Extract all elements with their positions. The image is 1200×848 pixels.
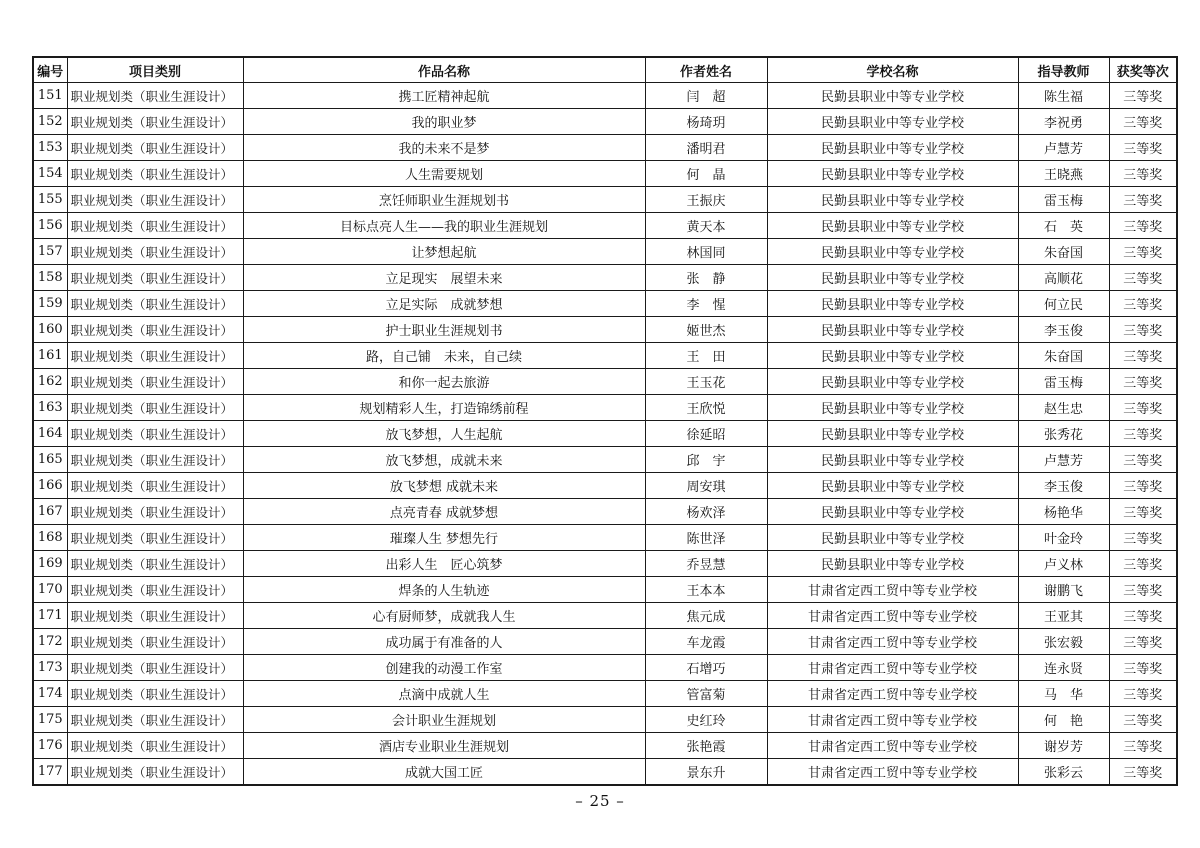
- cell-no: 151: [33, 83, 67, 109]
- cell-title: 烹饪师职业生涯规划书: [243, 187, 645, 213]
- cell-title: 规划精彩人生，打造锦绣前程: [243, 395, 645, 421]
- cell-author: 张艳霞: [645, 733, 767, 759]
- cell-category: 职业规划类（职业生涯设计）: [67, 265, 243, 291]
- cell-author: 徐延昭: [645, 421, 767, 447]
- cell-no: 164: [33, 421, 67, 447]
- cell-no: 155: [33, 187, 67, 213]
- cell-title: 让梦想起航: [243, 239, 645, 265]
- cell-school: 民勤县职业中等专业学校: [767, 239, 1018, 265]
- cell-award: 三等奖: [1109, 603, 1177, 629]
- table-row: [33, 655, 1177, 681]
- cell-award: 三等奖: [1109, 733, 1177, 759]
- cell-award: 三等奖: [1109, 395, 1177, 421]
- cell-no: 153: [33, 135, 67, 161]
- cell-title: 路，自己铺 未来，自己续: [243, 343, 645, 369]
- cell-award: 三等奖: [1109, 239, 1177, 265]
- cell-no: 162: [33, 369, 67, 395]
- cell-teacher: 赵生忠: [1018, 395, 1109, 421]
- cell-author: 黄天本: [645, 213, 767, 239]
- table-row: [33, 265, 1177, 291]
- cell-no: 159: [33, 291, 67, 317]
- table-row: [33, 343, 1177, 369]
- cell-category: 职业规划类（职业生涯设计）: [67, 343, 243, 369]
- cell-school: 民勤县职业中等专业学校: [767, 447, 1018, 473]
- cell-category: 职业规划类（职业生涯设计）: [67, 655, 243, 681]
- header-award: 获奖等次: [1109, 57, 1177, 83]
- cell-no: 173: [33, 655, 67, 681]
- table-row: [33, 759, 1177, 786]
- cell-school: 甘肃省定西工贸中等专业学校: [767, 707, 1018, 733]
- cell-no: 167: [33, 499, 67, 525]
- cell-no: 165: [33, 447, 67, 473]
- cell-title: 携工匠精神起航: [243, 83, 645, 109]
- cell-title: 我的职业梦: [243, 109, 645, 135]
- cell-school: 甘肃省定西工贸中等专业学校: [767, 681, 1018, 707]
- cell-category: 职业规划类（职业生涯设计）: [67, 109, 243, 135]
- table-row: [33, 551, 1177, 577]
- table-row: [33, 369, 1177, 395]
- table-row: [33, 577, 1177, 603]
- cell-no: 176: [33, 733, 67, 759]
- cell-no: 168: [33, 525, 67, 551]
- cell-school: 民勤县职业中等专业学校: [767, 551, 1018, 577]
- cell-teacher: 谢鹏飞: [1018, 577, 1109, 603]
- cell-no: 177: [33, 759, 67, 786]
- cell-author: 王本本: [645, 577, 767, 603]
- cell-teacher: 雷玉梅: [1018, 187, 1109, 213]
- cell-school: 民勤县职业中等专业学校: [767, 473, 1018, 499]
- cell-school: 民勤县职业中等专业学校: [767, 395, 1018, 421]
- cell-author: 石增巧: [645, 655, 767, 681]
- cell-school: 民勤县职业中等专业学校: [767, 291, 1018, 317]
- cell-award: 三等奖: [1109, 421, 1177, 447]
- cell-title: 点滴中成就人生: [243, 681, 645, 707]
- cell-author: 焦元成: [645, 603, 767, 629]
- cell-award: 三等奖: [1109, 551, 1177, 577]
- cell-award: 三等奖: [1109, 83, 1177, 109]
- table-row: [33, 499, 1177, 525]
- cell-teacher: 王亚其: [1018, 603, 1109, 629]
- table-row: [33, 239, 1177, 265]
- cell-category: 职业规划类（职业生涯设计）: [67, 473, 243, 499]
- cell-teacher: 王晓燕: [1018, 161, 1109, 187]
- cell-category: 职业规划类（职业生涯设计）: [67, 447, 243, 473]
- cell-author: 乔昱慧: [645, 551, 767, 577]
- cell-no: 172: [33, 629, 67, 655]
- cell-author: 周安琪: [645, 473, 767, 499]
- table-row: [33, 109, 1177, 135]
- cell-title: 会计职业生涯规划: [243, 707, 645, 733]
- cell-teacher: 卢慧芳: [1018, 135, 1109, 161]
- cell-title: 放飞梦想，成就未来: [243, 447, 645, 473]
- cell-author: 林国同: [645, 239, 767, 265]
- cell-school: 甘肃省定西工贸中等专业学校: [767, 629, 1018, 655]
- cell-category: 职业规划类（职业生涯设计）: [67, 577, 243, 603]
- cell-category: 职业规划类（职业生涯设计）: [67, 629, 243, 655]
- cell-title: 成就大国工匠: [243, 759, 645, 786]
- cell-no: 169: [33, 551, 67, 577]
- cell-school: 民勤县职业中等专业学校: [767, 369, 1018, 395]
- cell-author: 车龙霞: [645, 629, 767, 655]
- table-row: [33, 733, 1177, 759]
- cell-teacher: 雷玉梅: [1018, 369, 1109, 395]
- table-row: [33, 421, 1177, 447]
- cell-title: 出彩人生 匠心筑梦: [243, 551, 645, 577]
- cell-no: 154: [33, 161, 67, 187]
- cell-school: 民勤县职业中等专业学校: [767, 161, 1018, 187]
- cell-no: 171: [33, 603, 67, 629]
- cell-teacher: 张彩云: [1018, 759, 1109, 786]
- cell-teacher: 朱奋国: [1018, 239, 1109, 265]
- table-row: [33, 629, 1177, 655]
- cell-teacher: 卢慧芳: [1018, 447, 1109, 473]
- cell-school: 民勤县职业中等专业学校: [767, 499, 1018, 525]
- cell-category: 职业规划类（职业生涯设计）: [67, 187, 243, 213]
- cell-teacher: 高顺花: [1018, 265, 1109, 291]
- cell-author: 李 惺: [645, 291, 767, 317]
- cell-no: 158: [33, 265, 67, 291]
- table-row: [33, 291, 1177, 317]
- table-row: [33, 603, 1177, 629]
- cell-award: 三等奖: [1109, 291, 1177, 317]
- cell-school: 民勤县职业中等专业学校: [767, 83, 1018, 109]
- table-row: [33, 707, 1177, 733]
- award-list-page: [32, 56, 1176, 786]
- cell-category: 职业规划类（职业生涯设计）: [67, 733, 243, 759]
- cell-author: 王玉花: [645, 369, 767, 395]
- cell-title: 创建我的动漫工作室: [243, 655, 645, 681]
- cell-school: 民勤县职业中等专业学校: [767, 421, 1018, 447]
- cell-school: 民勤县职业中等专业学校: [767, 187, 1018, 213]
- table-row: [33, 135, 1177, 161]
- cell-award: 三等奖: [1109, 525, 1177, 551]
- cell-teacher: 张秀花: [1018, 421, 1109, 447]
- cell-title: 人生需要规划: [243, 161, 645, 187]
- cell-award: 三等奖: [1109, 213, 1177, 239]
- cell-category: 职业规划类（职业生涯设计）: [67, 369, 243, 395]
- cell-school: 甘肃省定西工贸中等专业学校: [767, 759, 1018, 786]
- cell-school: 甘肃省定西工贸中等专业学校: [767, 655, 1018, 681]
- cell-author: 何 晶: [645, 161, 767, 187]
- header-title: 作品名称: [243, 57, 645, 83]
- header-category: 项目类别: [67, 57, 243, 83]
- cell-school: 民勤县职业中等专业学校: [767, 109, 1018, 135]
- cell-author: 姬世杰: [645, 317, 767, 343]
- cell-title: 立足现实 展望未来: [243, 265, 645, 291]
- cell-school: 民勤县职业中等专业学校: [767, 213, 1018, 239]
- cell-no: 163: [33, 395, 67, 421]
- table-row: [33, 161, 1177, 187]
- cell-author: 张 静: [645, 265, 767, 291]
- cell-category: 职业规划类（职业生涯设计）: [67, 239, 243, 265]
- cell-teacher: 石 英: [1018, 213, 1109, 239]
- cell-author: 史红玲: [645, 707, 767, 733]
- header-school: 学校名称: [767, 57, 1018, 83]
- cell-author: 王 田: [645, 343, 767, 369]
- cell-teacher: 张宏毅: [1018, 629, 1109, 655]
- header-author: 作者姓名: [645, 57, 767, 83]
- cell-author: 邱 宇: [645, 447, 767, 473]
- cell-author: 陈世泽: [645, 525, 767, 551]
- header-teacher: 指导教师: [1018, 57, 1109, 83]
- cell-school: 民勤县职业中等专业学校: [767, 343, 1018, 369]
- cell-author: 王欣悦: [645, 395, 767, 421]
- cell-title: 璀璨人生 梦想先行: [243, 525, 645, 551]
- cell-title: 我的未来不是梦: [243, 135, 645, 161]
- cell-award: 三等奖: [1109, 499, 1177, 525]
- cell-no: 174: [33, 681, 67, 707]
- cell-teacher: 何 艳: [1018, 707, 1109, 733]
- cell-award: 三等奖: [1109, 109, 1177, 135]
- cell-category: 职业规划类（职业生涯设计）: [67, 161, 243, 187]
- cell-title: 和你一起去旅游: [243, 369, 645, 395]
- table-row: [33, 681, 1177, 707]
- cell-teacher: 马 华: [1018, 681, 1109, 707]
- cell-school: 民勤县职业中等专业学校: [767, 265, 1018, 291]
- cell-category: 职业规划类（职业生涯设计）: [67, 707, 243, 733]
- cell-category: 职业规划类（职业生涯设计）: [67, 759, 243, 786]
- cell-award: 三等奖: [1109, 265, 1177, 291]
- cell-title: 目标点亮人生——我的职业生涯规划: [243, 213, 645, 239]
- table-row: [33, 473, 1177, 499]
- cell-school: 民勤县职业中等专业学校: [767, 317, 1018, 343]
- cell-category: 职业规划类（职业生涯设计）: [67, 551, 243, 577]
- cell-no: 161: [33, 343, 67, 369]
- table-row: [33, 525, 1177, 551]
- cell-teacher: 李玉俊: [1018, 317, 1109, 343]
- cell-title: 放飞梦想，人生起航: [243, 421, 645, 447]
- cell-title: 成功属于有准备的人: [243, 629, 645, 655]
- cell-award: 三等奖: [1109, 473, 1177, 499]
- cell-title: 焊条的人生轨迹: [243, 577, 645, 603]
- cell-teacher: 李祝勇: [1018, 109, 1109, 135]
- cell-no: 166: [33, 473, 67, 499]
- cell-award: 三等奖: [1109, 447, 1177, 473]
- cell-award: 三等奖: [1109, 655, 1177, 681]
- cell-school: 甘肃省定西工贸中等专业学校: [767, 603, 1018, 629]
- cell-award: 三等奖: [1109, 681, 1177, 707]
- cell-category: 职业规划类（职业生涯设计）: [67, 83, 243, 109]
- cell-no: 152: [33, 109, 67, 135]
- cell-no: 175: [33, 707, 67, 733]
- cell-teacher: 卢义林: [1018, 551, 1109, 577]
- cell-author: 管富菊: [645, 681, 767, 707]
- header-no: 编号: [33, 57, 67, 83]
- cell-title: 护士职业生涯规划书: [243, 317, 645, 343]
- cell-title: 立足实际 成就梦想: [243, 291, 645, 317]
- cell-school: 甘肃省定西工贸中等专业学校: [767, 577, 1018, 603]
- cell-teacher: 朱奋国: [1018, 343, 1109, 369]
- cell-teacher: 杨艳华: [1018, 499, 1109, 525]
- cell-category: 职业规划类（职业生涯设计）: [67, 525, 243, 551]
- cell-award: 三等奖: [1109, 343, 1177, 369]
- cell-category: 职业规划类（职业生涯设计）: [67, 681, 243, 707]
- table-row: [33, 187, 1177, 213]
- cell-author: 景东升: [645, 759, 767, 786]
- cell-no: 157: [33, 239, 67, 265]
- cell-category: 职业规划类（职业生涯设计）: [67, 213, 243, 239]
- cell-award: 三等奖: [1109, 317, 1177, 343]
- cell-category: 职业规划类（职业生涯设计）: [67, 421, 243, 447]
- cell-award: 三等奖: [1109, 187, 1177, 213]
- cell-teacher: 陈生福: [1018, 83, 1109, 109]
- award-table: [32, 56, 1178, 786]
- table-row: [33, 317, 1177, 343]
- cell-teacher: 叶金玲: [1018, 525, 1109, 551]
- cell-author: 潘明君: [645, 135, 767, 161]
- cell-award: 三等奖: [1109, 629, 1177, 655]
- cell-no: 170: [33, 577, 67, 603]
- table-body: [33, 83, 1177, 786]
- cell-teacher: 李玉俊: [1018, 473, 1109, 499]
- cell-teacher: 何立民: [1018, 291, 1109, 317]
- cell-no: 160: [33, 317, 67, 343]
- cell-teacher: 连永贤: [1018, 655, 1109, 681]
- cell-award: 三等奖: [1109, 161, 1177, 187]
- cell-teacher: 谢岁芳: [1018, 733, 1109, 759]
- cell-category: 职业规划类（职业生涯设计）: [67, 291, 243, 317]
- cell-author: 闫 超: [645, 83, 767, 109]
- cell-title: 心有厨师梦，成就我人生: [243, 603, 645, 629]
- cell-school: 民勤县职业中等专业学校: [767, 525, 1018, 551]
- cell-school: 甘肃省定西工贸中等专业学校: [767, 733, 1018, 759]
- cell-award: 三等奖: [1109, 369, 1177, 395]
- cell-author: 杨琦玥: [645, 109, 767, 135]
- table-row: [33, 447, 1177, 473]
- cell-award: 三等奖: [1109, 577, 1177, 603]
- cell-author: 王振庆: [645, 187, 767, 213]
- cell-category: 职业规划类（职业生涯设计）: [67, 395, 243, 421]
- page-number: – 25 –: [575, 792, 625, 810]
- table-row: [33, 83, 1177, 109]
- cell-no: 156: [33, 213, 67, 239]
- cell-school: 民勤县职业中等专业学校: [767, 135, 1018, 161]
- cell-category: 职业规划类（职业生涯设计）: [67, 603, 243, 629]
- cell-award: 三等奖: [1109, 759, 1177, 786]
- cell-category: 职业规划类（职业生涯设计）: [67, 135, 243, 161]
- cell-category: 职业规划类（职业生涯设计）: [67, 499, 243, 525]
- cell-title: 点亮青春 成就梦想: [243, 499, 645, 525]
- table-row: [33, 395, 1177, 421]
- cell-author: 杨欢泽: [645, 499, 767, 525]
- cell-award: 三等奖: [1109, 707, 1177, 733]
- table-row: [33, 213, 1177, 239]
- cell-title: 放飞梦想 成就未来: [243, 473, 645, 499]
- cell-category: 职业规划类（职业生涯设计）: [67, 317, 243, 343]
- cell-award: 三等奖: [1109, 135, 1177, 161]
- cell-title: 酒店专业职业生涯规划: [243, 733, 645, 759]
- table-header-row: [33, 57, 1177, 83]
